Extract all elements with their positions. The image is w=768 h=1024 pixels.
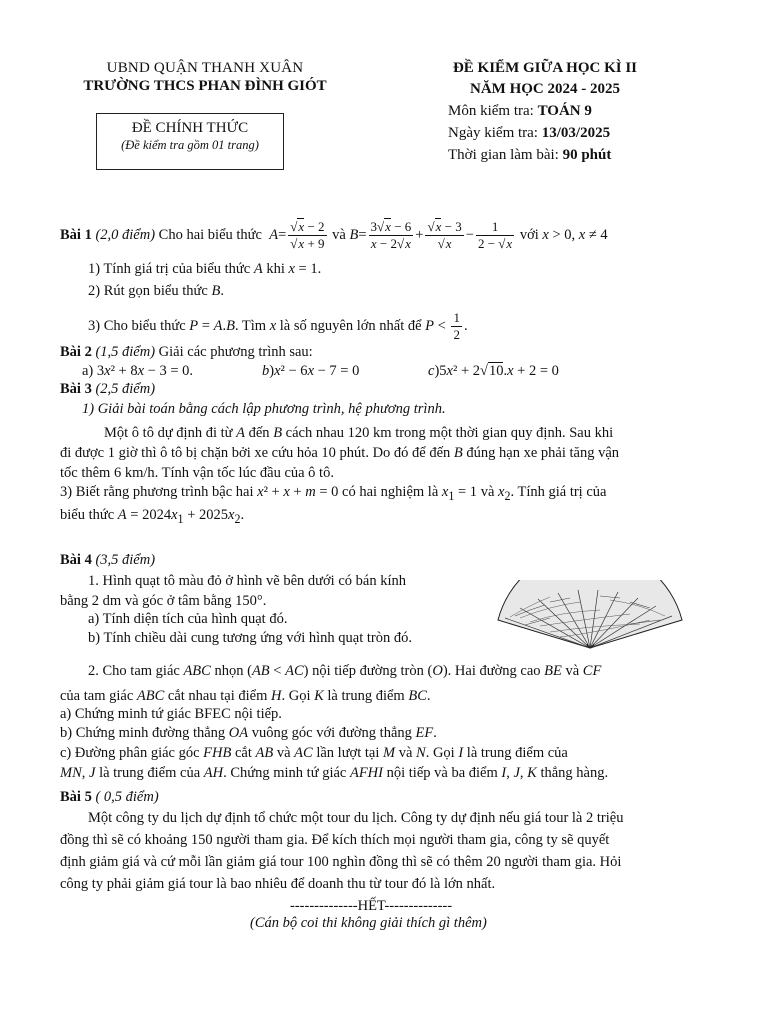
bai4-c-d3: . Chứng minh tứ giác: [223, 765, 347, 781]
bai4-p3-b: nhọn: [214, 663, 244, 679]
bai3-q3-line1: 3) Biết rằng phương trình bậc hai x² + x + m = 0 có hai nghiệm là $x_1 = 1$ và $x_2$. Tính giá trị của: [60, 484, 607, 503]
bai1-label: Bài 1: [60, 226, 92, 243]
official-box: [96, 113, 284, 170]
bai3-p1-c: cách nhau 120 km trong một thời gian quy định. Sau khi: [285, 425, 614, 441]
bai5-points: ( 0,5 điểm): [95, 789, 159, 805]
subject-value: TOÁN 9: [537, 103, 592, 119]
bai4-p2: bằng 2 dm và góc ở tâm bằng 150°.: [60, 593, 267, 609]
bai3-p1-a: Một ô tô dự định đi từ: [104, 425, 233, 441]
date-line: [420, 125, 670, 142]
bai1-intro: Bài 1 (2,0 điểm) Cho hai biểu thức A= $\frac{√x - 2}{√x + 9}$ và B= $\frac{3√x - 6}{x - 2√x}$ + $\frac{√x - 3}{√x}$ − $\frac{1}{2 - √x}$ với x > 0, x ≠ 4: [60, 219, 608, 251]
footer-note: (Cán bộ coi thi không giải thích gì thêm): [250, 915, 487, 931]
bai2-intro: [60, 344, 313, 361]
date-label: Ngày kiểm tra:: [448, 125, 538, 141]
bai4-p3-c: nội tiếp đường tròn: [312, 663, 424, 679]
bai3-q3-a: 3) Biết rằng phương trình bậc hai: [60, 484, 254, 500]
bai4-c-b: b) Chứng minh đường thẳng OA vuông góc với đường thẳng EF.: [60, 725, 437, 741]
bai4-p3-a: 2. Cho tam giác: [88, 663, 180, 679]
bai1-q3: 3) Cho biểu thức P = A.B. Tìm x là số nguyên lớn nhất để P < $\frac{1}{2}$ .: [88, 310, 468, 342]
bai1-q1-end: khi: [266, 261, 285, 277]
bai2-points: (1,5 điểm): [95, 344, 156, 360]
bai1-cond: với: [519, 226, 539, 243]
bai4-intro: [60, 552, 155, 569]
bai1-q1: 1) Tính giá trị của biểu thức A khi x = 1.: [88, 261, 322, 277]
school-year: NĂM HỌC 2024 - 2025: [470, 81, 620, 97]
bai4-c-b2: vuông góc với đường thẳng: [251, 725, 412, 741]
bai4-c-c7: là trung điểm của: [466, 745, 568, 761]
bai4-p4-d: là trung điểm: [327, 688, 405, 704]
bai4-c-c2: cắt: [234, 745, 252, 761]
bai4-p4: của tam giác ABC cắt nhau tại điểm H. Gọi K là trung điểm BC.: [60, 688, 431, 704]
time-line: [420, 147, 670, 164]
bai4-c-c-text: c) Đường phân giác góc: [60, 745, 200, 761]
bai1-points: (2,0 điểm): [95, 226, 156, 243]
fan-sector-figure: [490, 580, 690, 655]
bai4-c-d5: thẳng hàng.: [540, 765, 609, 781]
bai4-points: (3,5 điểm): [95, 552, 156, 568]
bai2-intro-text: Giải các phương trình sau:: [158, 344, 313, 360]
bai4-b: b) Tính chiều dài cung tương ứng với hình quạt tròn đó.: [88, 630, 412, 646]
subject-label: Môn kiểm tra:: [448, 103, 534, 119]
bai1-q3-text: 3) Cho biểu thức: [88, 317, 186, 334]
end-marker: --------------HẾT--------------: [290, 898, 453, 914]
header-right: [420, 60, 670, 164]
bai1-q3-end: là số nguyên lớn nhất để: [279, 317, 422, 334]
bai3-q3-e: biểu thức: [60, 507, 115, 523]
time-label: Thời gian làm bài:: [448, 147, 559, 163]
bai4-c-d: MN, J là trung điểm của AH. Chứng minh tứ giác AFHI nội tiếp và ba điểm I, J, K thẳng hàng.: [60, 765, 609, 781]
bai4-p4-a: của tam giác: [60, 688, 134, 704]
bai4-c-b-text: b) Chứng minh đường thẳng: [60, 725, 226, 741]
bai3-q3-d: . Tính giá trị của: [510, 484, 607, 500]
bai4-p3-e: và: [565, 663, 580, 679]
bai3-p3: tốc thêm 6 km/h. Tính vận tốc lúc đầu của ô tô.: [60, 465, 334, 481]
equation-c: c)5x² + 2√10.x + 2 = 0: [428, 363, 559, 379]
bai3-p2: đi được 1 giờ thì ô tô bị chặn bởi xe cứu hỏa 10 phút. Do đó để đến B đúng hạn xe phải tăng vận: [60, 445, 620, 461]
time-value: 90 phút: [562, 147, 612, 163]
bai4-p4-b: cắt nhau tại điểm: [167, 688, 268, 704]
bai4-label: Bài 4: [60, 552, 92, 568]
bai3-points: (2,5 điểm): [95, 381, 156, 397]
bai1-q2: 2) Rút gọn biểu thức B.: [88, 283, 224, 299]
school-name: TRƯỜNG THCS PHAN ĐÌNH GIÓT: [83, 78, 327, 94]
equation-b: b)x² − 6x − 7 = 0: [262, 363, 360, 379]
bai4-c-c6: . Gọi: [425, 745, 455, 761]
bai4-c-a: a) Chứng minh tứ giác BFEC nội tiếp.: [60, 706, 282, 722]
bai3-p2-a: đi được 1 giờ thì ô tô bị chặn bởi xe cứu hỏa 10 phút. Do đó để đến: [60, 445, 451, 461]
bai2-label: Bài 2: [60, 344, 92, 360]
bai4-p3: 2. Cho tam giác ABC nhọn (AB < AC) nội tiếp đường tròn (O). Hai đường cao BE và CF: [88, 663, 602, 679]
bai3-p2-b: đúng hạn xe phải tăng vận: [466, 445, 620, 461]
official-label: ĐỀ CHÍNH THỨC: [131, 120, 249, 136]
header-left: [60, 60, 350, 95]
bai4-p1: 1. Hình quạt tô màu đỏ ở hình vẽ bên dưới có bán kính: [88, 573, 406, 589]
bai4-c-d4: nội tiếp và ba điểm: [386, 765, 498, 781]
bai5-l3: định giảm giá và cứ mỗi lần giảm giá tour 100 nghìn đồng thì sẽ có thêm 20 người tham gia. Hỏi: [60, 854, 622, 870]
bai4-c-d2: là trung điểm của: [99, 765, 201, 781]
bai1-q3-mid: . Tìm: [234, 317, 267, 334]
bai5-label: Bài 5: [60, 789, 92, 805]
bai3-q3-b: có hai nghiệm là: [342, 484, 439, 500]
bai4-a: a) Tính diện tích của hình quạt đó.: [88, 611, 288, 627]
bai1-q2-text: 2) Rút gọn biểu thức: [88, 283, 208, 299]
bai4-c-c: c) Đường phân giác góc FHB cắt AB và AC lần lượt tại M và N. Gọi I là trung điểm của: [60, 745, 568, 761]
pages-note: (Đề kiểm tra gồm 01 trang): [121, 138, 259, 152]
date-value: 13/03/2025: [541, 125, 611, 141]
bai4-c-c3: và: [276, 745, 291, 761]
bai3-intro: [60, 381, 155, 398]
bai3-p1-b: đến: [248, 425, 270, 441]
bai5-intro: [60, 789, 159, 806]
bai4-p4-c: . Gọi: [281, 688, 311, 704]
bai3-q3-line2: biểu thức $A = 2024x_1 + 2025x_2$.: [60, 507, 245, 526]
bai1-q1-text: 1) Tính giá trị của biểu thức: [88, 261, 251, 277]
bai5-l2: đồng thì sẽ có khoảng 150 người tham gia. Để kích thích mọi người tham gia, công ty sẽ quyết: [60, 832, 610, 848]
bai5-l4: công ty phải giảm giá tour là bao nhiêu để doanh thu từ tour đó là lớn nhất.: [60, 876, 496, 892]
bai3-q3-c: và: [480, 484, 495, 500]
bai5-l1: Một công ty du lịch dự định tổ chức một tour du lịch. Công ty dự định nếu giá tour là 2 triệu: [88, 810, 624, 826]
equation-a: a) 3x² + 8x − 3 = 0.: [82, 363, 194, 379]
bai4-c-c4: lần lượt tại: [316, 745, 380, 761]
bai3-label: Bài 3: [60, 381, 92, 397]
bai1-and: và: [332, 226, 346, 243]
exam-title: ĐỀ KIỂM GIỮA HỌC KÌ II: [452, 60, 638, 76]
bai1-intro-text: Cho hai biểu thức: [158, 226, 262, 243]
subject-line: [420, 103, 670, 120]
fraction-a: $\frac{√x - 2}{√x + 9}$: [290, 219, 325, 251]
bai4-c-c5: và: [398, 745, 413, 761]
bai3-p1: Một ô tô dự định đi từ A đến B cách nhau 120 km trong một thời gian quy định. Sau khi: [104, 425, 614, 441]
bai3-sub1: 1) Giải bài toán bằng cách lập phương trình, hệ phương trình.: [82, 401, 446, 417]
bai4-p3-d: . Hai đường cao: [447, 663, 541, 679]
department-name: UBND QUẬN THANH XUÂN: [106, 60, 304, 76]
